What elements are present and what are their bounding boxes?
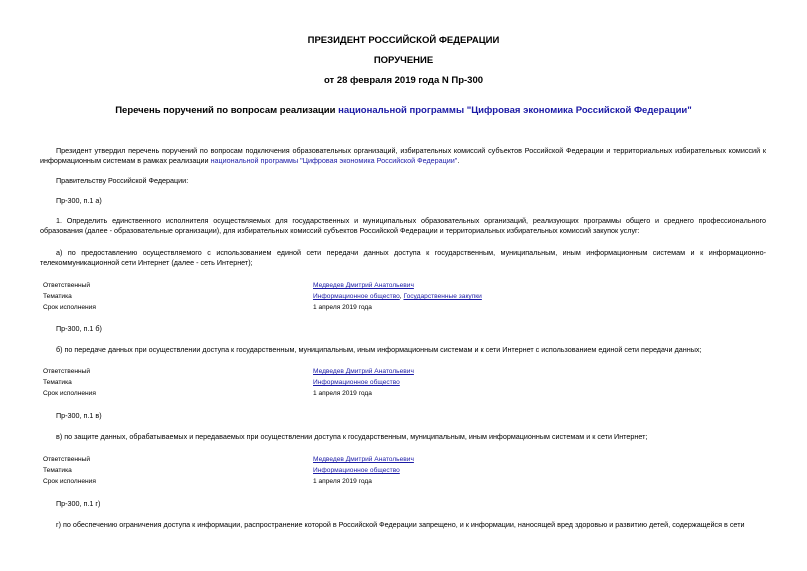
meta-block [40,454,766,487]
meta-label: Ответственный [43,368,91,375]
topic-separator: , [399,293,404,300]
meta-row-deadline [40,476,766,487]
intro-program-link[interactable]: национальной программы "Цифровая экономика Российской Федерации" [210,156,458,165]
meta-label: Срок исполнения [43,478,96,485]
deadline-value: 1 апреля 2019 года [313,390,372,397]
item-ref: Пр-300, п.1 в) [56,411,102,420]
intro-text: Президент утвердил перечень поручений по вопросам подключения образовательных организаций, избирательных комиссий субъектов Российской Федерации и территориальных избирательных комиссий к информационным системам в рамках реализации [40,146,766,165]
item-1a-paragraph: а) по предоставлению осуществляемого с использованием единой сети передачи данных доступа к государственным, муниципальным, иным информационным системам и к информационно-телекоммуникационной сети Интернет (далее - сеть Интернет); [40,248,766,267]
document-subtitle [0,105,807,116]
date-number-heading: от 28 февраля 2019 года N Пр-300 [323,75,484,86]
responsible-link[interactable]: Медведев Дмитрий Анатольевич [313,456,414,463]
meta-label: Тематика [43,293,72,300]
meta-label: Тематика [43,379,72,386]
item-1-paragraph: 1. Определить единственного исполнителя осуществляемых для государственных и муниципальных образовательных организаций, реализующих программы общего и среднего профессионального образования (далее - образовательные организации), для избирательных комиссий субъектов Российской Федерации и территориальных избирательных комиссий закупок услуг: [40,216,766,235]
national-program-link[interactable]: национальной программы "Цифровая экономика Российской Федерации" [338,105,692,116]
item-1v-paragraph: в) по защите данных, обрабатываемых и передаваемых при осуществлении доступа к государственным, муниципальным, иным информационным системам и к сети Интернет; [56,432,648,441]
intro-paragraph [40,146,766,166]
topic-link[interactable]: Информационное общество [313,467,400,474]
document-type-heading: ПОРУЧЕНИЕ [373,55,434,66]
meta-label: Ответственный [43,456,91,463]
meta-row-topic [40,291,766,302]
item-ref: Пр-300, п.1 а) [56,196,102,205]
item-ref: Пр-300, п.1 г) [56,499,101,508]
topic-link[interactable]: Информационное общество [313,379,400,386]
addressee-line: Правительству Российской Федерации: [56,176,189,185]
intro-suffix: . [457,156,460,165]
item-ref: Пр-300, п.1 б) [56,324,102,333]
deadline-value: 1 апреля 2019 года [313,478,372,485]
item-1b-paragraph: б) по передаче данных при осуществлении доступа к государственным, муниципальным, иным информационным системам и к сети Интернет с использованием единой сети передачи данных; [56,345,702,354]
meta-row-responsible [40,454,766,465]
meta-row-responsible [40,366,766,377]
meta-row-topic [40,465,766,476]
deadline-value: 1 апреля 2019 года [313,304,372,311]
meta-row-topic [40,377,766,388]
topic-link[interactable]: Информационное общество [313,293,400,300]
meta-block [40,366,766,399]
meta-row-deadline [40,302,766,313]
meta-label: Тематика [43,467,72,474]
meta-block [40,280,766,313]
subtitle-prefix: Перечень поручений по вопросам реализации [115,105,339,116]
responsible-link[interactable]: Медведев Дмитрий Анатольевич [313,368,414,375]
meta-label: Срок исполнения [43,390,96,397]
item-1g-paragraph: г) по обеспечению ограничения доступа к информации, распространение которой в Российской Федерации запрещено, и к информации, наносящей вред здоровью и развитию детей, содержащейся в сети [56,520,745,529]
meta-label: Срок исполнения [43,304,96,311]
meta-row-deadline [40,388,766,399]
meta-topic-values [313,291,482,302]
meta-label: Ответственный [43,282,91,289]
responsible-link[interactable]: Медведев Дмитрий Анатольевич [313,282,414,289]
topic-link[interactable]: Государственные закупки [403,293,482,300]
issuer-heading: ПРЕЗИДЕНТ РОССИЙСКОЙ ФЕДЕРАЦИИ [307,35,500,46]
meta-row-responsible [40,280,766,291]
